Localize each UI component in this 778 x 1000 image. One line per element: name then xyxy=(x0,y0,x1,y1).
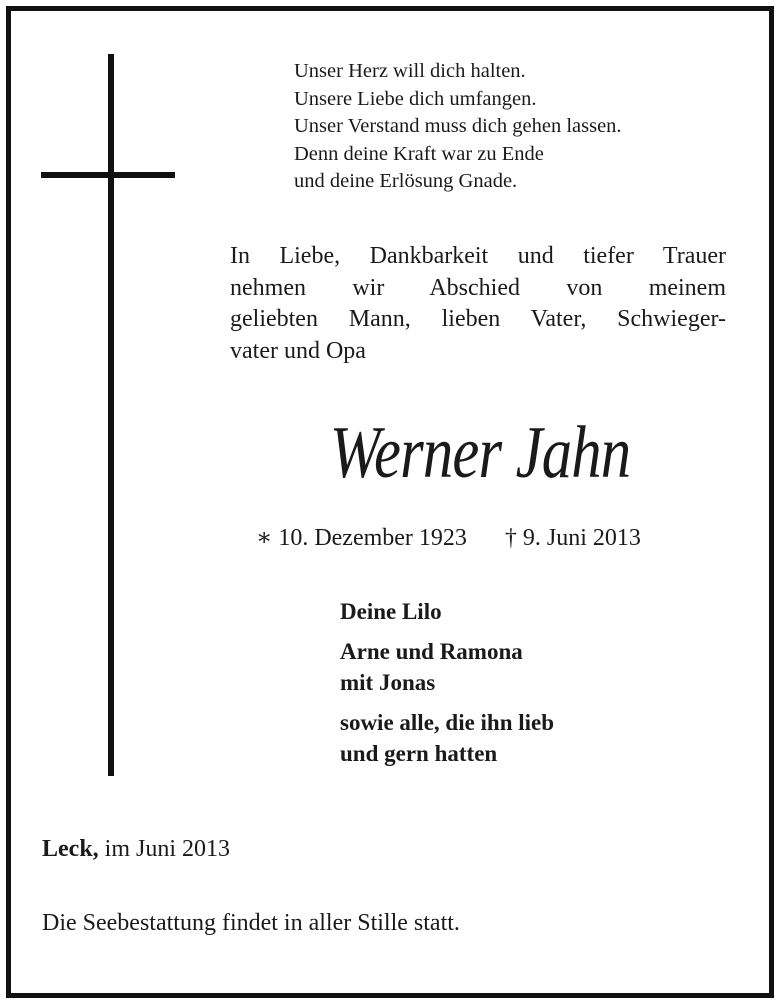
life-dates xyxy=(256,521,641,555)
place-date: im Juni 2013 xyxy=(104,836,231,862)
family-line: Deine Lilo xyxy=(340,599,442,624)
place-and-date xyxy=(42,832,230,866)
poem-line: Unser Herz will dich halten. xyxy=(294,60,526,82)
family-line: und gern hatten xyxy=(340,741,498,766)
intro-line: nehmen wir Abschied von meinem xyxy=(230,274,726,301)
family-line: mit Jonas xyxy=(340,670,436,695)
poem-line: und deine Erlösung Gnade. xyxy=(294,170,518,192)
intro-line: In Liebe, Dankbarkeit und tiefer Trauer xyxy=(230,243,726,269)
burial-note: Die Seebestattung findet in aller Stille statt. xyxy=(42,910,460,936)
poem-line: Unser Verstand muss dich gehen lassen. xyxy=(294,115,622,137)
poem-line: Unsere Liebe dich umfangen. xyxy=(294,87,537,110)
place-city: Leck, xyxy=(42,836,99,862)
poem-line: Denn deine Kraft war zu Ende xyxy=(294,142,544,165)
poem xyxy=(294,58,622,196)
intro-text xyxy=(230,241,726,367)
family-group xyxy=(340,596,554,627)
birth-date: ∗ 10. Dezember 1923 xyxy=(256,525,467,551)
death-date: † 9. Juni 2013 xyxy=(504,525,641,551)
family-signatures xyxy=(340,596,554,778)
intro-line: vater und Opa xyxy=(230,337,366,364)
cross-icon-crossbar xyxy=(41,172,175,178)
family-group xyxy=(340,636,554,698)
intro-line: geliebten Mann, lieben Vater, Schwieger- xyxy=(230,306,726,332)
deceased-name: Werner Jahn xyxy=(329,412,631,494)
family-group xyxy=(340,707,554,769)
family-line: Arne und Ramona xyxy=(340,639,523,664)
family-line: sowie alle, die ihn lieb xyxy=(340,710,555,735)
